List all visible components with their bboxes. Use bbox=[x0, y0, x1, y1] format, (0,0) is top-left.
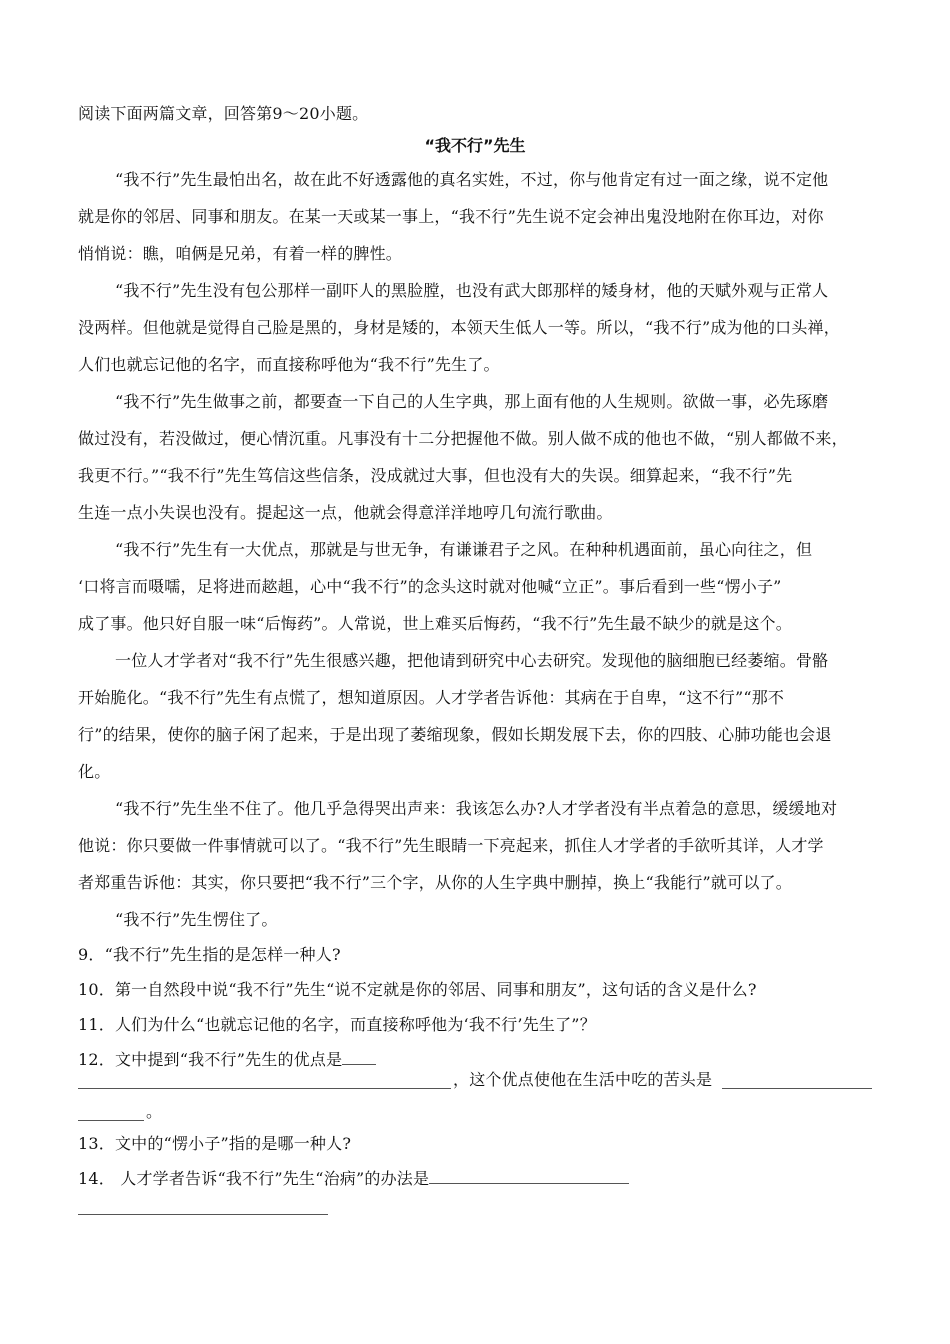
paragraph-line: 做过没有，若没做过，便心情沉重。凡事没有十二分把握他不做。别人做不成的他也不做，“别人都做不来， bbox=[78, 429, 848, 448]
answer-blank[interactable] bbox=[429, 1169, 629, 1184]
paragraph-line: “我不行”先生坐不住了。他几乎急得哭出声来：我该怎么办?人才学者没有半点着急的意思，缓缓地对 bbox=[115, 799, 838, 818]
paragraph-line: 者郑重告诉他：其实，你只要把“我不行”三个字，从你的人生字典中删掉，换上“我能行”就可以了。 bbox=[78, 873, 792, 892]
question-14-text: 14． 人才学者告诉“我不行”先生“治病”的办法是 bbox=[78, 1169, 430, 1188]
paragraph-line: 化。 bbox=[78, 762, 111, 781]
paragraph-line: ‘口将言而嗫嚅，足将进而趑趄，心中“我不行”的念头这时就对他喊“立正”。事后看到一些“愣小子” bbox=[78, 577, 782, 596]
paragraph-line: 他说：你只要做一件事情就可以了。“我不行”先生眼睛一下亮起来，抓住人才学者的手欲听其详，人才学 bbox=[78, 836, 824, 855]
question-14 bbox=[78, 1169, 629, 1189]
question-10: 10．第一自然段中说“我不行”先生“说不定就是你的邻居、同事和朋友”，这句话的含义是什么? bbox=[78, 980, 757, 999]
question-12-end: 。 bbox=[146, 1102, 163, 1121]
paragraph-line: 行”的结果，使你的脑子闲了起来，于是出现了萎缩现象，假如长期发展下去，你的四肢、心肺功能也会退 bbox=[78, 725, 832, 744]
intro-instruction: 阅读下面两篇文章，回答第9～20小题。 bbox=[78, 104, 369, 123]
answer-blank[interactable] bbox=[342, 1050, 376, 1065]
answer-blank[interactable] bbox=[722, 1088, 872, 1089]
paragraph-line: 没两样。但他就是觉得自己脸是黑的，身材是矮的，本领天生低人一等。所以，“我不行”成为他的口头禅， bbox=[78, 318, 840, 337]
paragraph-line: “我不行”先生最怕出名，故在此不好透露他的真名实姓，不过，你与他肯定有过一面之缘，说不定他 bbox=[115, 170, 829, 189]
question-11: 11．人们为什么“也就忘记他的名字，而直接称呼他为‘我不行’先生了”？ bbox=[78, 1015, 596, 1034]
paragraph-line: 人们也就忘记他的名字，而直接称呼他为“我不行”先生了。 bbox=[78, 355, 500, 374]
question-12-text: 12．文中提到“我不行”先生的优点是 bbox=[78, 1050, 343, 1069]
answer-blank[interactable] bbox=[78, 1120, 144, 1121]
paragraph-line: 生连一点小失误也没有。提起这一点，他就会得意洋洋地哼几句流行歌曲。 bbox=[78, 503, 613, 522]
paragraph-line: 就是你的邻居、同事和朋友。在某一天或某一事上，“我不行”先生说不定会神出鬼没地附在你耳边，对你 bbox=[78, 207, 824, 226]
answer-blank[interactable] bbox=[78, 1214, 328, 1215]
question-12 bbox=[78, 1050, 376, 1070]
paragraph-line: 成了事。他只好自服一味“后悔药”。人常说，世上难买后悔药，“我不行”先生最不缺少的就是这个。 bbox=[78, 614, 792, 633]
answer-blank[interactable] bbox=[78, 1088, 451, 1089]
question-13: 13．文中的“愣小子”指的是哪一种人? bbox=[78, 1134, 352, 1153]
paragraph-line: “我不行”先生没有包公那样一副吓人的黑脸膛，也没有武大郎那样的矮身材，他的天赋外观与正常人 bbox=[115, 281, 829, 300]
paragraph-line: “我不行”先生愣住了。 bbox=[115, 910, 278, 929]
paragraph-line: 一位人才学者对“我不行”先生很感兴趣，把他请到研究中心去研究。发现他的脑细胞已经萎缩。骨骼 bbox=[115, 651, 829, 670]
paragraph-line: “我不行”先生有一大优点，那就是与世无争，有谦谦君子之风。在种种机遇面前，虽心向往之，但 bbox=[115, 540, 813, 559]
article-title: “我不行”先生 bbox=[424, 136, 526, 155]
paragraph-line: 开始脆化。“我不行”先生有点慌了，想知道原因。人才学者告诉他：其病在于自卑，“这不行”“那不 bbox=[78, 688, 785, 707]
question-9: 9．“我不行”先生指的是怎样一种人? bbox=[78, 945, 341, 964]
question-12-continued: ，这个优点使他在生活中吃的苦头是 bbox=[453, 1070, 713, 1089]
paragraph-line: “我不行”先生做事之前，都要查一下自己的人生字典，那上面有他的人生规则。欲做一事，必先琢磨 bbox=[115, 392, 829, 411]
paragraph-line: 悄悄说：瞧，咱俩是兄弟，有着一样的脾性。 bbox=[78, 244, 403, 263]
paragraph-line: 我更不行。”“我不行”先生笃信这些信条，没成就过大事，但也没有大的失误。细算起来，“我不行”先 bbox=[78, 466, 793, 485]
